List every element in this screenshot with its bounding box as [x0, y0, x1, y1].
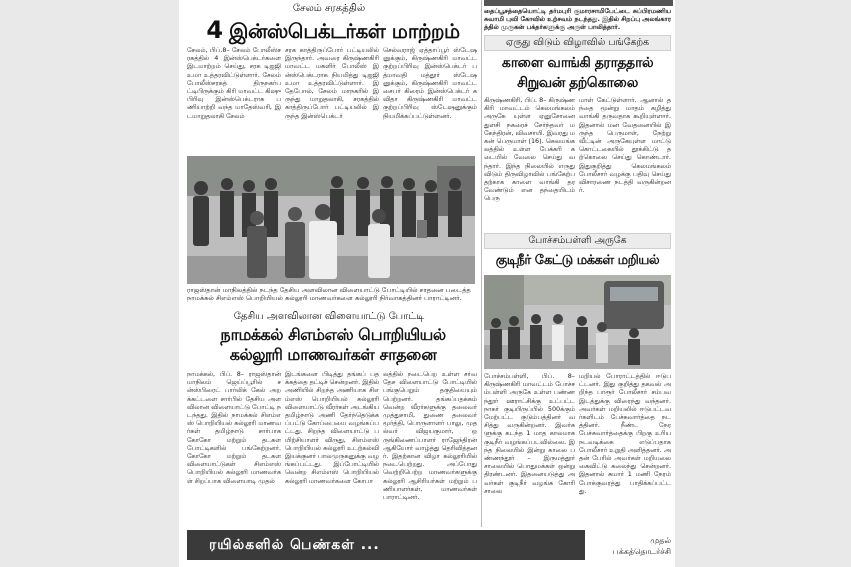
students-photo-graphic: [187, 156, 475, 284]
left-story-column-3: செல்வராஜ் ஏத்தாப்பூர் ஸ்டேஷனுக்கும், கிருஷ்ணகிரி மாவட்ட குற்றப்பிரிவு இன்ஸ்பெக்டர் பத்மாவதி மத்தூர் ஸ்டேஷனுக்கும், கிருஷ்ணகிரி மாவட்ட சைபர் கிரைம் இன்ஸ்பெக்டர் கவிதா கிருஷ்ணகிரி மாவட்ட குற்றப்பிரிவு ஸ்டேஷனுக்கும் நியமிக்கப்பட்டுள்ளனர்.: [383, 46, 477, 120]
lower-story-column-3: லத்தில் நடைபெற உள்ள சர்வதேச விளையாட்டு போட்டியில் பங்குபெறும் தகுதியையும் பெற்றனர். தங்கப்பதக்கம் வென்ற வீரர்களுக்கு தலைவர் முத்துசாமி, துணை தலைவர் மூர்த்தி, பொருளாளர் பாலு, முதல்வர் விஜயகுமார், ஒருங்கிணைப்பாளர் ராஜேந்திரன் ஆகியோர் வாழ்த்து தெரிவித்தனர். இதற்கான விழா கல்லூரியில் நடைபெற்றது. அப்போது வெற்றிபெற்ற மாணவர்களுக்கு கல்லூரி ஆசிரியர்கள் மற்றும் பணியாளர்கள், மாணவர்கள் பாராட்டினர்.: [383, 370, 477, 502]
lower-story-headline-line-1: நாமக்கல் சிஎம்எஸ் பொறியியல்: [220, 325, 446, 344]
students-award-photo: [187, 156, 475, 284]
footer-teaser-text: ரயில்களில் பெண்கள் ...: [209, 537, 380, 553]
right-story-1-headline-line-1: காளை வாங்கி தராததால்: [501, 55, 654, 71]
newspaper-page: [179, 0, 675, 567]
protest-photo-graphic: [484, 275, 671, 369]
right-story-2-column-2: மறியல் போராட்டத்தில் ஈடுபட்டனர். இது குறித்து தகவல் அறிந்த பாரூர் போலீசார் சம்பவ இடத்துக்கு விரைந்து வந்தனர். அவர்கள் மறியலில் ஈடுபட்டவர்களிடம் பேச்சுவார்த்தை நடத்தினர். நீண்ட நேர பேச்சுவார்த்தைக்கு பிறகு உரிய நடவடிக்கை எடுப்பதாக போலீசார் உறுதி அளித்தனர். அதன் பேரில் அவர்கள் மறியலை கைவிட்டு கலைந்து சென்றனர். இதனால் சுமார் 1 மணி நேரம் போக்குவரத்து பாதிக்கப்பட்டது.: [579, 372, 671, 495]
left-story-headline-number: 4: [206, 16, 223, 44]
left-story-headline: [187, 16, 479, 44]
lower-story-column-2: இடங்களை பிடித்து தங்கப் பதக்கத்தை தட்டிச் சென்றனர். இதில் அணியில் சிறந்த அணியாக சிஎம்எஸ் பொறியியல் கல்லூரி விளையாட்டு வீரர்கள் அடங்கிய தமிழ்நாடு அணி தேர்ந்தெடுக்கப்பட்டு கோப்பையை வழங்கப்பட்டது. சிறந்த விளையாட்டு பயிற்சியாளர் விருது, சிஎம்எஸ் பொறியியல் கல்லூரி உடற்கல்வி இயக்குனர் பாலமுருகனுக்கு வழங்கப்பட்டது. இப்போட்டியில் வென்ற சிஎம்எஸ் பொறியியல் கல்லூரி மாணவர்களை கோபா: [285, 370, 379, 485]
left-story-column-1: சேலம், பிப்.8– சேலம் போலீஸ்சரகத்தில் 4 இன்ஸ்பெக்டர்களை இடமாற்றம் செய்து, சரக டிஐஜி உமா உத்தரவிட்டுள்ளார். சேலம் போலீஸ்சரகத் திருநகர்பட்டிபிருக்கும் கிரி மாவட்ட கிஷு பிரிவு இன்ஸ்பெக்டராக பணியாற்றி வந்த மாதேஸ்வரி, இடமாறுதலாகி சேலம்: [187, 46, 281, 120]
right-story-1-column-2: மாள் கேட்டுள்ளார். ஆனால் தந்தை மூன்று மாதம் கழித்து வாங்கி தருவதாக கூறியுள்ளார். இதனால் மன வேதனையில் இருந்த பெருமாள், நேற்று வீட்டின் அருகேயுள்ள மாட்டு கொட்டகையில் தூக்கிட்டு தற்கொலை செய்து கொண்டார். இதுகுறித்து கெலமங்கலம் போலீசார் வழக்கு பதிவு செய்து விசாரணை நடத்தி வருகின்றனர்.: [579, 96, 671, 195]
continued-label-line-2: பக்கத்தொடர்ச்சி: [612, 547, 671, 556]
lower-story-headline-line-2: கல்லூரி மாணவர்கள் சாதனை: [229, 345, 437, 364]
lower-story-kicker: தேசிய அளவிலான விளையாட்டு போட்டி: [233, 311, 425, 322]
column-divider: [481, 0, 482, 527]
left-story-headline-text: இன்ஸ்பெக்டர்கள் மாற்றம்: [229, 19, 460, 43]
right-story-1-column-1: கிருஷ்ணகிரி, பிப். 8– கிருஷ்ணகிரி மாவட்டம் கெலமங்கலம் அருகே யுள்ள ஏனுசோனை துளசி நகரைச் சேர்ந்தவர் மகேந்திரன், விவசாயி. இவரது மகன் பெருமாள் (16). கெலமங்கலத்தில் உள்ள பேக்கரி கடையில் வேலை செய்து வந்தார். இந்த நிலையில் எருது விடும் திருவிழாவில் பங்கேற்பதற்காக காளை வாங்கி தர வேண்டும் என தந்தையிடம் பெரு: [484, 96, 575, 203]
protest-photo: [484, 275, 671, 369]
right-story-1-headline-line-2: சிறுவன் தற்கொலை: [517, 75, 638, 91]
top-photo-strip: [484, 0, 673, 6]
top-photo-caption: தைப்பூசத்தையொட்டி தர்மபுரி குமாரசாமிபேட்டை சுப்பிரமணியசுவாமி புவி கோவில் உற்சவம் நடந்தது. இதில் சிறப்பு அலங்காரத்தில் முருகன் பக்தர்களுக்கு அருள் பாலித்தார்.: [484, 7, 671, 32]
lower-story-column-1: நாமக்கல், பிப். 8– ராஜஸ்தான் மாநிலம் ஜெய்ப்பூரில் சன்ஸ்பிரைட் பார்லிக் கேல் அறக்கட்டளை சார்பில் தேசிய அளவிலான விளையாட்டு போட்டி நடந்தது. இதில் நாமக்கல் சிஎம்எஸ் பொறியியல் கல்லூரி மாணவர்கள் தமிழ்நாடு சார்பாக கோகோ மற்றும் தடகள போட்டிகளில் பங்கேற்றனர். கோகோ மற்றும் தடகள விளையாட்டுகள் சிஎம்எஸ் பொறியியல் கல்லூரி மாணவர்கள் சிறப்பாக விளையாடி முதல்: [187, 370, 281, 485]
right-story-2-headline: குடிநீர் கேட்டு மக்கள் மறியல்: [495, 253, 660, 268]
students-photo-caption: ராஜஸ்தான் மாநிலத்தில் நடந்த தேசிய அளவிலான விளையாட்டு போட்டியில் சாதனை படைத்த நாமக்கல் சிஎம்எஸ் பொறியியல் கல்லூரி மாணவர்களை கல்லூரி நிர்வாகத்தினர் பாராட்டினர்.: [187, 286, 471, 303]
right-story-1-kicker: ஏருது விடும் விழாவில் பங்கேற்க: [484, 35, 671, 51]
left-story-kicker: சேலம் சரகத்தில்: [292, 3, 366, 14]
right-story-2-kicker: போச்சம்பள்ளி அருகே: [484, 233, 671, 249]
continued-label-line-1: முதல்: [650, 536, 671, 545]
footer-teaser-bar: [187, 530, 585, 560]
left-story-column-2: சரக காத்திருப்போர் பட்டியலில் இருந்தார். அவரை கிருஷ்ணகிரி மாவட்ட மகளிர் போலீஸ் இன்ஸ்பெக்டராக நியமித்து டிஐஜி உமா உத்தரவிட்டுள்ளார். இதேபோல், சேலம் மாநகரில் இருந்து மாறுதலாகி, சரகத்தில் காத்திருப்போர் பட்டியலில் இருந்த இன்ஸ்பெக்டர்: [285, 46, 379, 120]
right-story-2-column-1: போச்சம்பள்ளி, பிப். 8– கிருஷ்ணகிரி மாவட்டம் போச்சம்பள்ளி அருகே உள்ள பண்ணந்தூர் ஊராட்சிக்கு உட்பட்ட நாகர் குடியிருப்பில் 500க்கும் மேற்பட்ட குடும்பத்தினர் வசித்து வருகின்றனர். இவர்களுக்கு கடந்த 1 மாத காலமாக குடிநீர் வழங்கப்படவில்லை. இந்த நிலையில் இன்று காலை பண்ணந்தூர் – இருமத்தூர் சாலையில் பொதுமக்கள் ஒன்று திரண்டனர். இதனையடுத்து அவர்கள் குடிநீர் வழங்க கோரி சாலை: [484, 372, 575, 495]
